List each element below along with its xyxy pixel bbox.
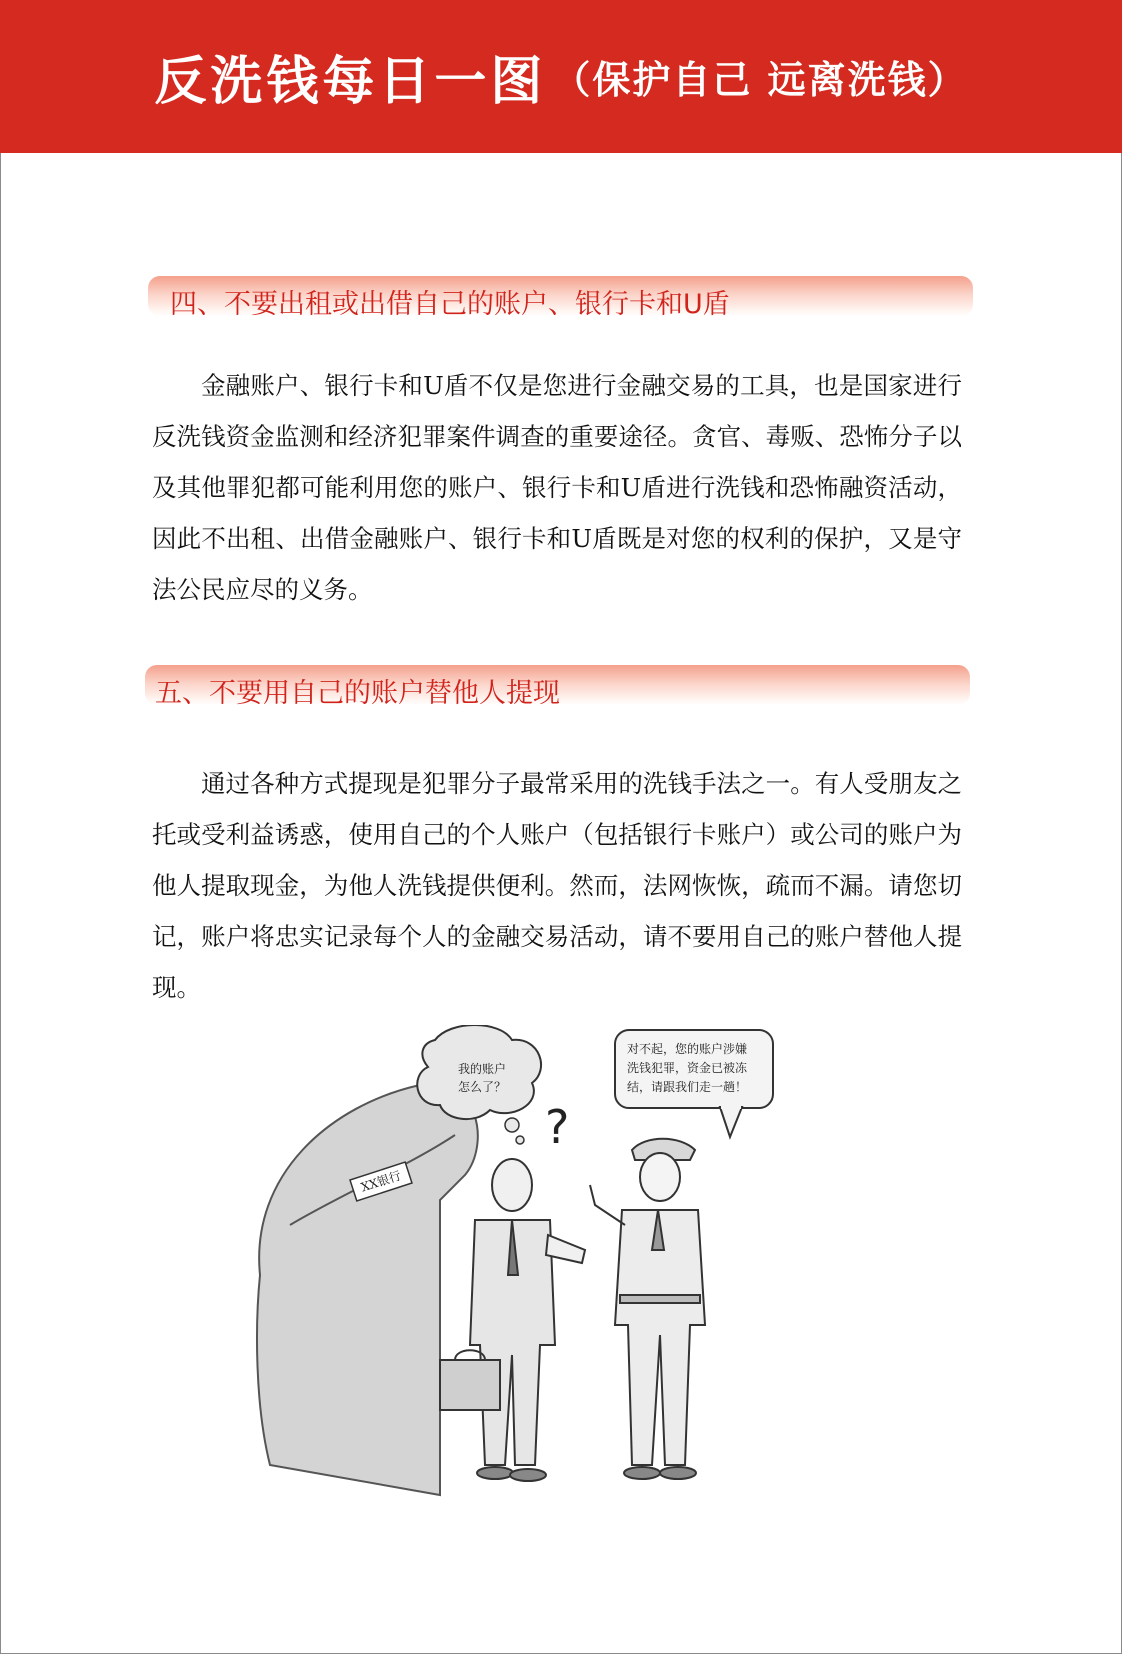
section-heading-4 <box>148 276 973 320</box>
speech-line-2: 洗钱犯罪，资金已被冻 <box>627 1061 748 1075</box>
bank-building-shape <box>257 1084 478 1495</box>
section-heading-4-text: 四、不要出租或出借自己的账户、银行卡和U盾 <box>170 289 730 320</box>
illustration <box>250 1025 810 1515</box>
section-heading-5-text: 五、不要用自己的账户替他人提现 <box>155 678 560 709</box>
question-mark-icon: ? <box>545 1100 570 1154</box>
thought-line-1: 我的账户 <box>457 1062 507 1076</box>
speech-line-3: 结，请跟我们走一趟！ <box>627 1080 748 1094</box>
bank-sign-text: XX银行 <box>359 1168 403 1195</box>
section-heading-5 <box>145 665 970 709</box>
header-banner <box>0 0 1122 153</box>
section-4-body: 金融账户、银行卡和U盾不仅是您进行金融交易的工具，也是国家进行反洗钱资金监测和经济犯罪案件调查的重要途径。贪官、毒贩、恐怖分子以及其他罪犯都可能利用您的账户、银行卡和U盾进行洗钱和恐怖融资活动，因此不出租、出借金融账户、银行卡和U盾既是对您的权利的保护，又是守法公民应尽的义务。 <box>152 371 962 604</box>
speech-line-1: 对不起，您的账户涉嫌 <box>627 1042 748 1056</box>
page-title: 反洗钱每日一图 <box>154 52 547 112</box>
page-subtitle: （保护自己 远离洗钱） <box>552 58 968 102</box>
businessman-figure <box>440 1159 585 1481</box>
section-5-body: 通过各种方式提现是犯罪分子最常采用的洗钱手法之一。有人受朋友之托或受利益诱惑，使用自己的个人账户（包括银行卡账户）或公司的账户为他人提取现金，为他人洗钱提供便利。然而，法网恢恢，疏而不漏。请您切记，账户将忠实记录每个人的金融交易活动，请不要用自己的账户替他人提现。 <box>152 769 962 1002</box>
police-officer-figure <box>590 1139 705 1479</box>
thought-line-2: 怎么了？ <box>457 1080 507 1094</box>
speech-bubble <box>615 1030 773 1137</box>
